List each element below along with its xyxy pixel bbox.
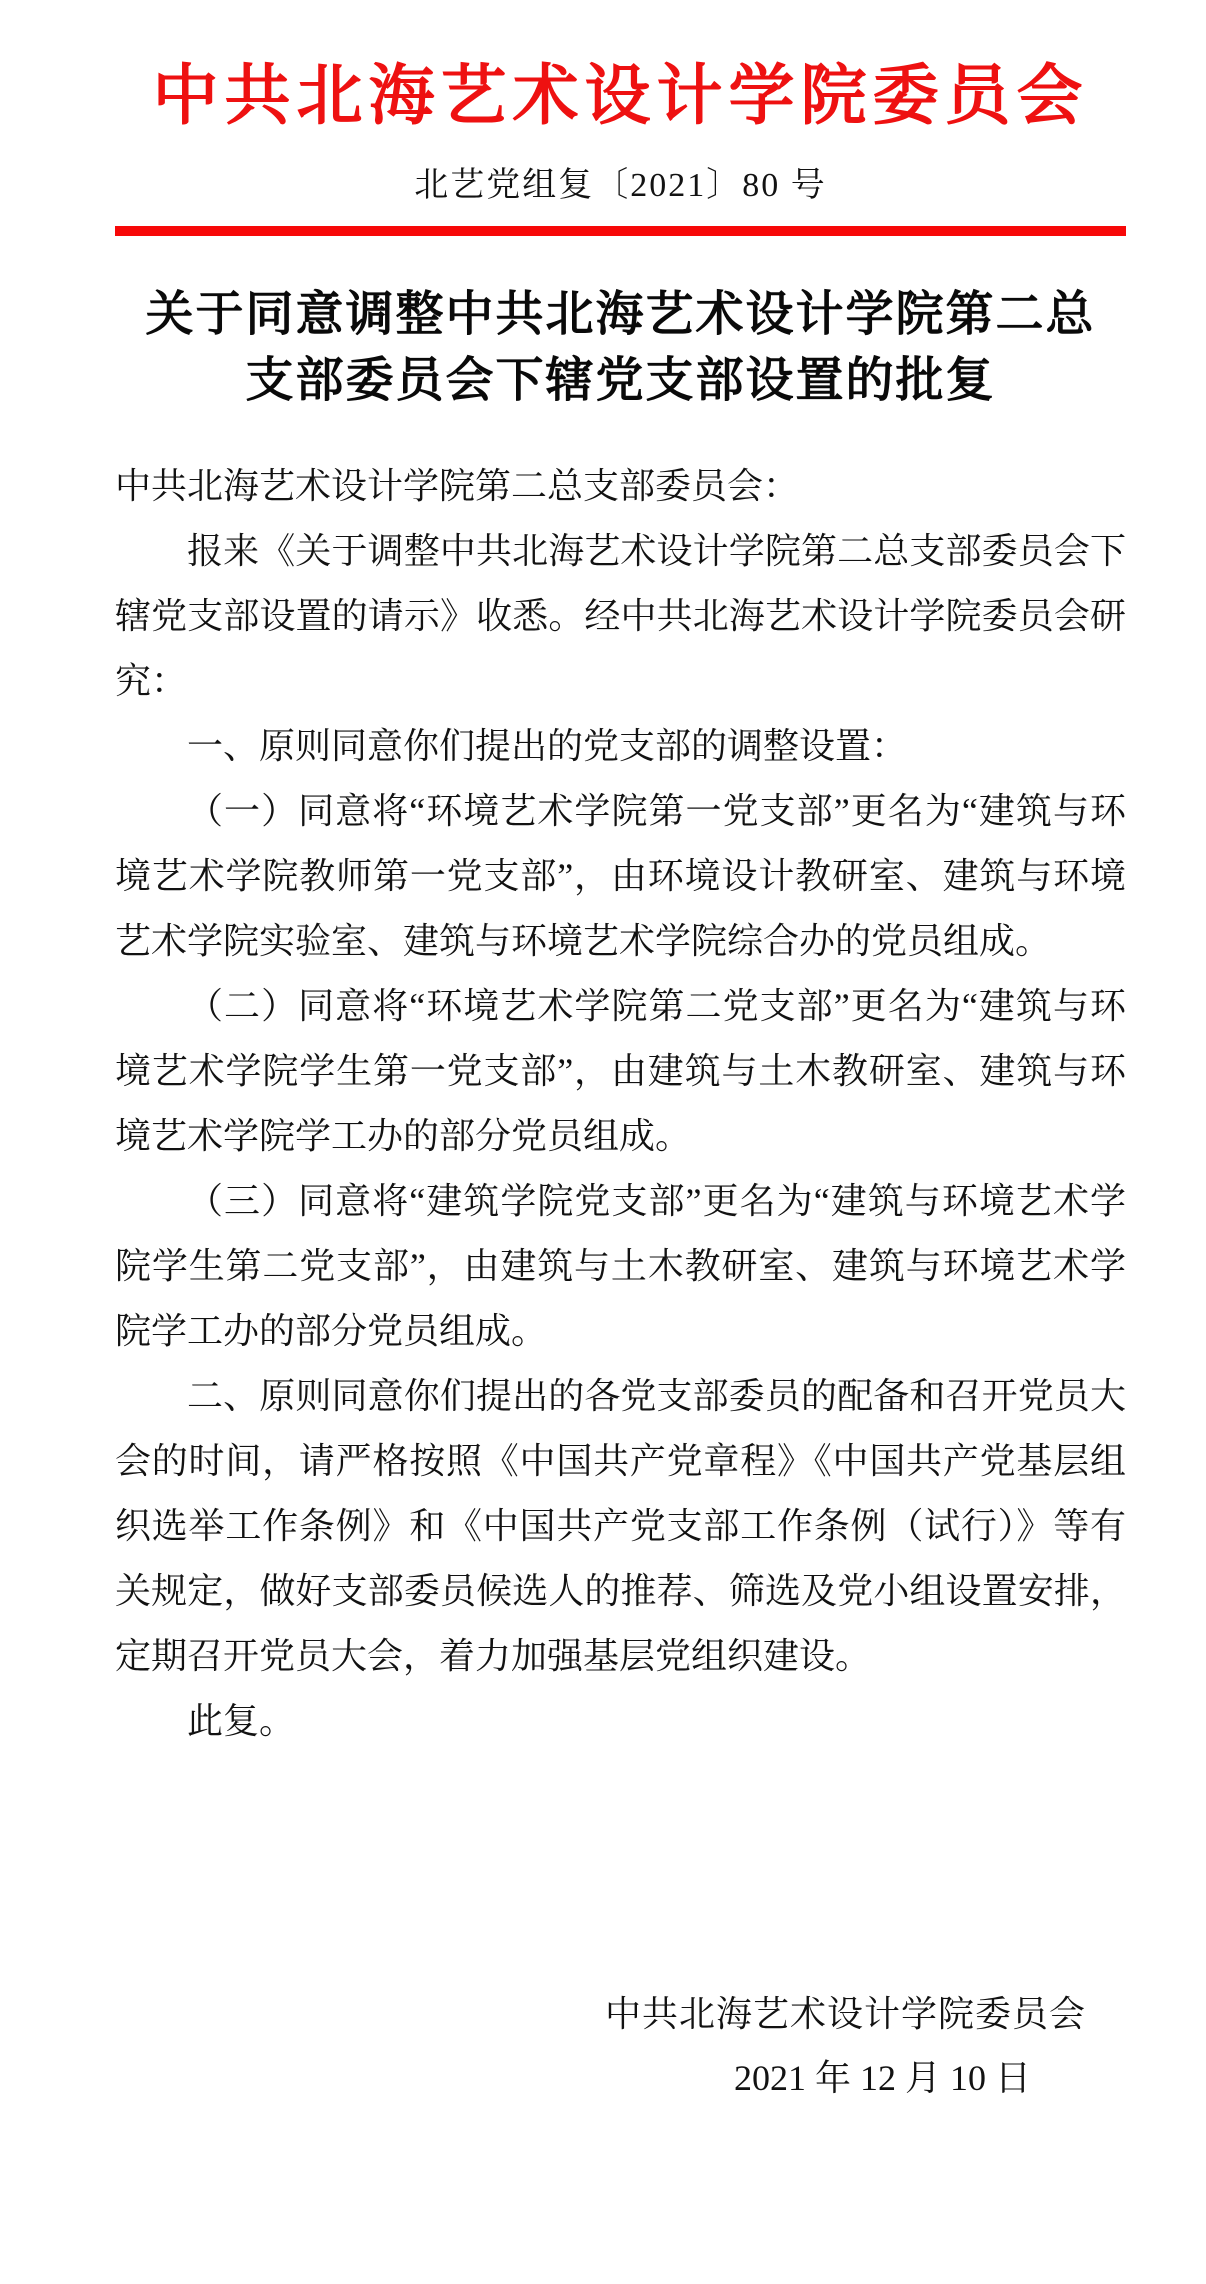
red-separator-line [115, 226, 1126, 236]
signature-block [115, 1982, 1126, 2110]
document-title-line2: 支部委员会下辖党支部设置的批复 [245, 354, 996, 407]
document-title [115, 282, 1126, 414]
paragraph-item-1-1: （一）同意将“环境艺术学院第一党支部”更名为“建筑与环境艺术学院教师第一党支部”，由环境设计教研室、建筑与环境艺术学院实验室、建筑与环境艺术学院综合办的党员组成。 [115, 791, 1126, 961]
document-body [115, 454, 1126, 1754]
paragraph-item-1-3: （三）同意将“建筑学院党支部”更名为“建筑与环境艺术学院学生第二党支部”，由建筑与土木教研室、建筑与环境艺术学院学工办的部分党员组成。 [115, 1181, 1126, 1351]
paragraph-item-1-2: （二）同意将“环境艺术学院第二党支部”更名为“建筑与环境艺术学院学生第一党支部”，由建筑与土木教研室、建筑与环境艺术学院学工办的部分党员组成。 [115, 986, 1126, 1156]
salutation: 中共北海艺术设计学院第二总支部委员会： [115, 466, 800, 506]
signature-org: 中共北海艺术设计学院委员会 [604, 1994, 1086, 2034]
document-title-line1: 关于同意调整中共北海艺术设计学院第二总 [145, 288, 1096, 341]
paragraph-item-2: 二、原则同意你们提出的各党支部委员的配备和召开党员大会的时间，请严格按照《中国共产党章程》《中国共产党基层组织选举工作条例》和《中国共产党支部工作条例（试行）》等有关规定，做好支部委员候选人的推荐、筛选及党小组设置安排，定期召开党员大会，着力加强基层党组织建设。 [115, 1376, 1126, 1676]
doc-number: 北艺党组复〔2021〕80 号 [414, 167, 827, 204]
letterhead [115, 56, 1126, 236]
paragraph-intro: 报来《关于调整中共北海艺术设计学院第二总支部委员会下辖党支部设置的请示》收悉。经中共北海艺术设计学院委员会研究： [115, 531, 1126, 701]
paragraph-closing: 此复。 [187, 1701, 296, 1741]
letterhead-org-title: 中共北海艺术设计学院委员会 [152, 60, 1089, 133]
paragraph-item-1: 一、原则同意你们提出的党支部的调整设置： [187, 726, 908, 766]
signature-date: 2021 年 12 月 10 日 [733, 2058, 1031, 2098]
